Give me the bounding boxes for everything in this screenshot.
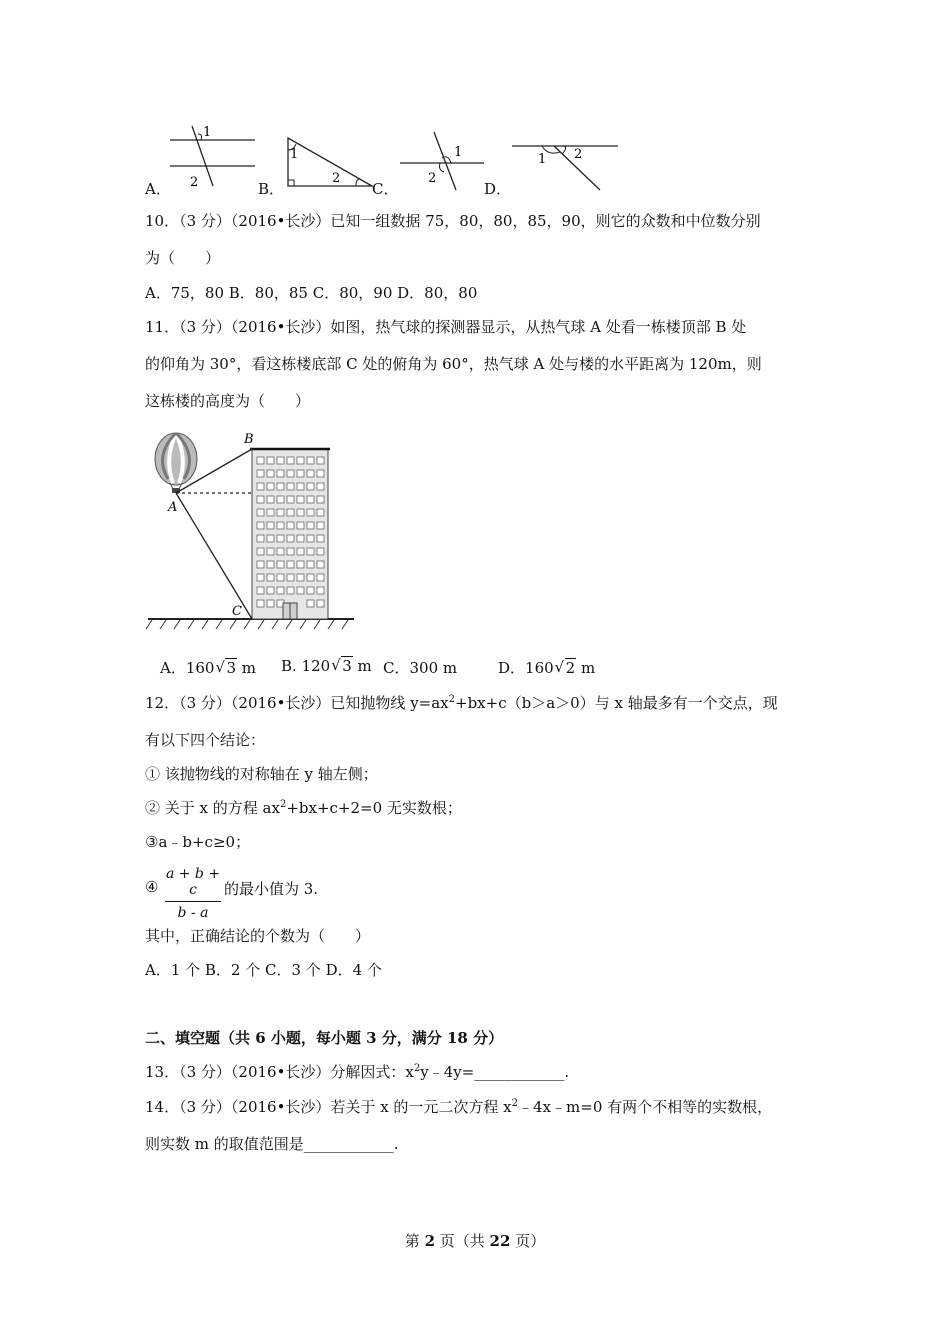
q14-stem-line1 [145, 1096, 772, 1117]
page-footer [0, 1230, 950, 1251]
q11-option-b-rad: 3 [342, 657, 352, 675]
q12-c2-a: ② 关于 x 的方程 ax [145, 799, 280, 817]
q13-sup: 2 [413, 1063, 421, 1074]
q14-line1-a: 14．（3 分）（2016•长沙）若关于 x 的一元二次方程 x [145, 1098, 512, 1116]
q9-option-d-label: D． [484, 180, 512, 198]
footer-pre: 第 [404, 1232, 425, 1250]
q14-line1-sup: 2 [511, 1098, 519, 1109]
q11-figure [140, 425, 360, 635]
q12-question: 其中，正确结论的个数为（ ） [145, 927, 371, 945]
q13-text [145, 1061, 569, 1082]
q11-option-a-unit: m [241, 659, 257, 677]
q9-c-angle1: 1 [454, 145, 463, 160]
q9-c-angle2: 2 [428, 171, 437, 186]
q9-b-angle2: 2 [332, 171, 341, 186]
q12-c2-sup: 2 [279, 799, 287, 810]
q9-a-angle1: 1 [203, 125, 212, 140]
q14-stem-line2: 则实数 m 的取值范围是____________. [145, 1135, 399, 1153]
q10-options: A．75，80 B．80，85 C．80，90 D．80，80 [145, 284, 478, 302]
q9-option-a-label: A． [145, 180, 171, 198]
q11-option-b-unit: m [357, 657, 372, 675]
page-total: 22 [489, 1232, 511, 1250]
q12-conclusion-3: ③a﹣b+c≥0； [145, 833, 251, 851]
q12-conclusion-4-fraction [165, 866, 221, 921]
fraction-numerator: a + b + c [165, 866, 221, 902]
q11-option-c: C．300 m [383, 659, 458, 677]
q10-stem-line1: 10．（3 分）（2016•长沙）已知一组数据 75，80，80，85，90，则它的众数和中位数分别 [145, 212, 761, 230]
footer-post: 页） [510, 1232, 546, 1250]
q11-option-d-pre: D．160 [498, 659, 554, 677]
q12-stem-line1 [145, 692, 778, 713]
fraction-denominator: b - a [177, 905, 209, 921]
q13-text-b: y﹣4y=____________. [420, 1063, 570, 1081]
q12-c2-b: +bx+c+2=0 无实数根； [286, 799, 462, 817]
q9-b-angle1: 1 [290, 147, 299, 162]
q12-line1-a: 12．（3 分）（2016•长沙）已知抛物线 y=ax [145, 694, 449, 712]
q11-option-d-rad: 2 [565, 659, 576, 677]
q9-figure-c [398, 128, 488, 192]
q11-label-b: B [244, 432, 254, 447]
q9-d-angle1: 1 [538, 152, 547, 167]
q12-line1-sup: 2 [448, 694, 456, 705]
q11-option-a-rad: 3 [226, 659, 237, 677]
q9-d-angle2: 2 [574, 147, 583, 162]
q11-option-d-unit: m [581, 659, 596, 677]
q11-stem-line3: 这栋楼的高度为（ ） [145, 392, 311, 410]
q13-text-a: 13．（3 分）（2016•长沙）分解因式：x [145, 1063, 414, 1081]
q9-option-b-label: B． [258, 180, 285, 198]
q9-figure-a [165, 120, 260, 192]
sqrt-icon [216, 659, 237, 677]
sqrt-icon [556, 659, 577, 677]
q11-stem-line1: 11．（3 分）（2016•长沙）如图，热气球的探测器显示，从热气球 A 处看一栋楼顶部 B 处 [145, 318, 747, 336]
q9-option-c-label: C． [372, 180, 399, 198]
q12-conclusion-2 [145, 797, 462, 818]
q12-conclusion-4-text: 的最小值为 3. [224, 880, 319, 898]
sqrt-icon [332, 657, 353, 675]
q11-label-a: A [168, 500, 178, 515]
q9-figure-b [280, 130, 380, 192]
q11-option-b [281, 657, 372, 675]
q11-stem-line2: 的仰角为 30°，看这栋楼底部 C 处的俯角为 60°，热气球 A 处与楼的水平距离为 120m，则 [145, 355, 762, 373]
q11-option-a [160, 657, 256, 678]
q10-stem-line2: 为（ ） [145, 249, 221, 267]
q12-stem-line2: 有以下四个结论： [145, 731, 266, 749]
footer-mid: 页（共 [435, 1232, 490, 1250]
q11-option-d [498, 657, 595, 678]
q9-a-angle2: 2 [190, 175, 199, 190]
page-number: 2 [424, 1232, 435, 1250]
q12-conclusion-4-mark: ④ [145, 878, 159, 896]
q12-line1-b: +bx+c（b＞a＞0）与 x 轴最多有一个交点，现 [455, 694, 778, 712]
q14-line1-b: ﹣4x﹣m=0 有两个不相等的实数根， [518, 1098, 773, 1116]
q11-label-c: C [232, 604, 242, 619]
q12-conclusion-1: ① 该抛物线的对称轴在 y 轴左侧； [145, 765, 378, 783]
q11-option-a-pre: A．160 [160, 659, 215, 677]
q9-figure-d [510, 136, 622, 192]
q11-option-b-pre: B. 120 [281, 657, 331, 675]
section2-title: 二、填空题（共 6 小题，每小题 3 分，满分 18 分） [145, 1029, 504, 1047]
q12-options: A．1 个 B．2 个 C．3 个 D．4 个 [145, 961, 382, 979]
